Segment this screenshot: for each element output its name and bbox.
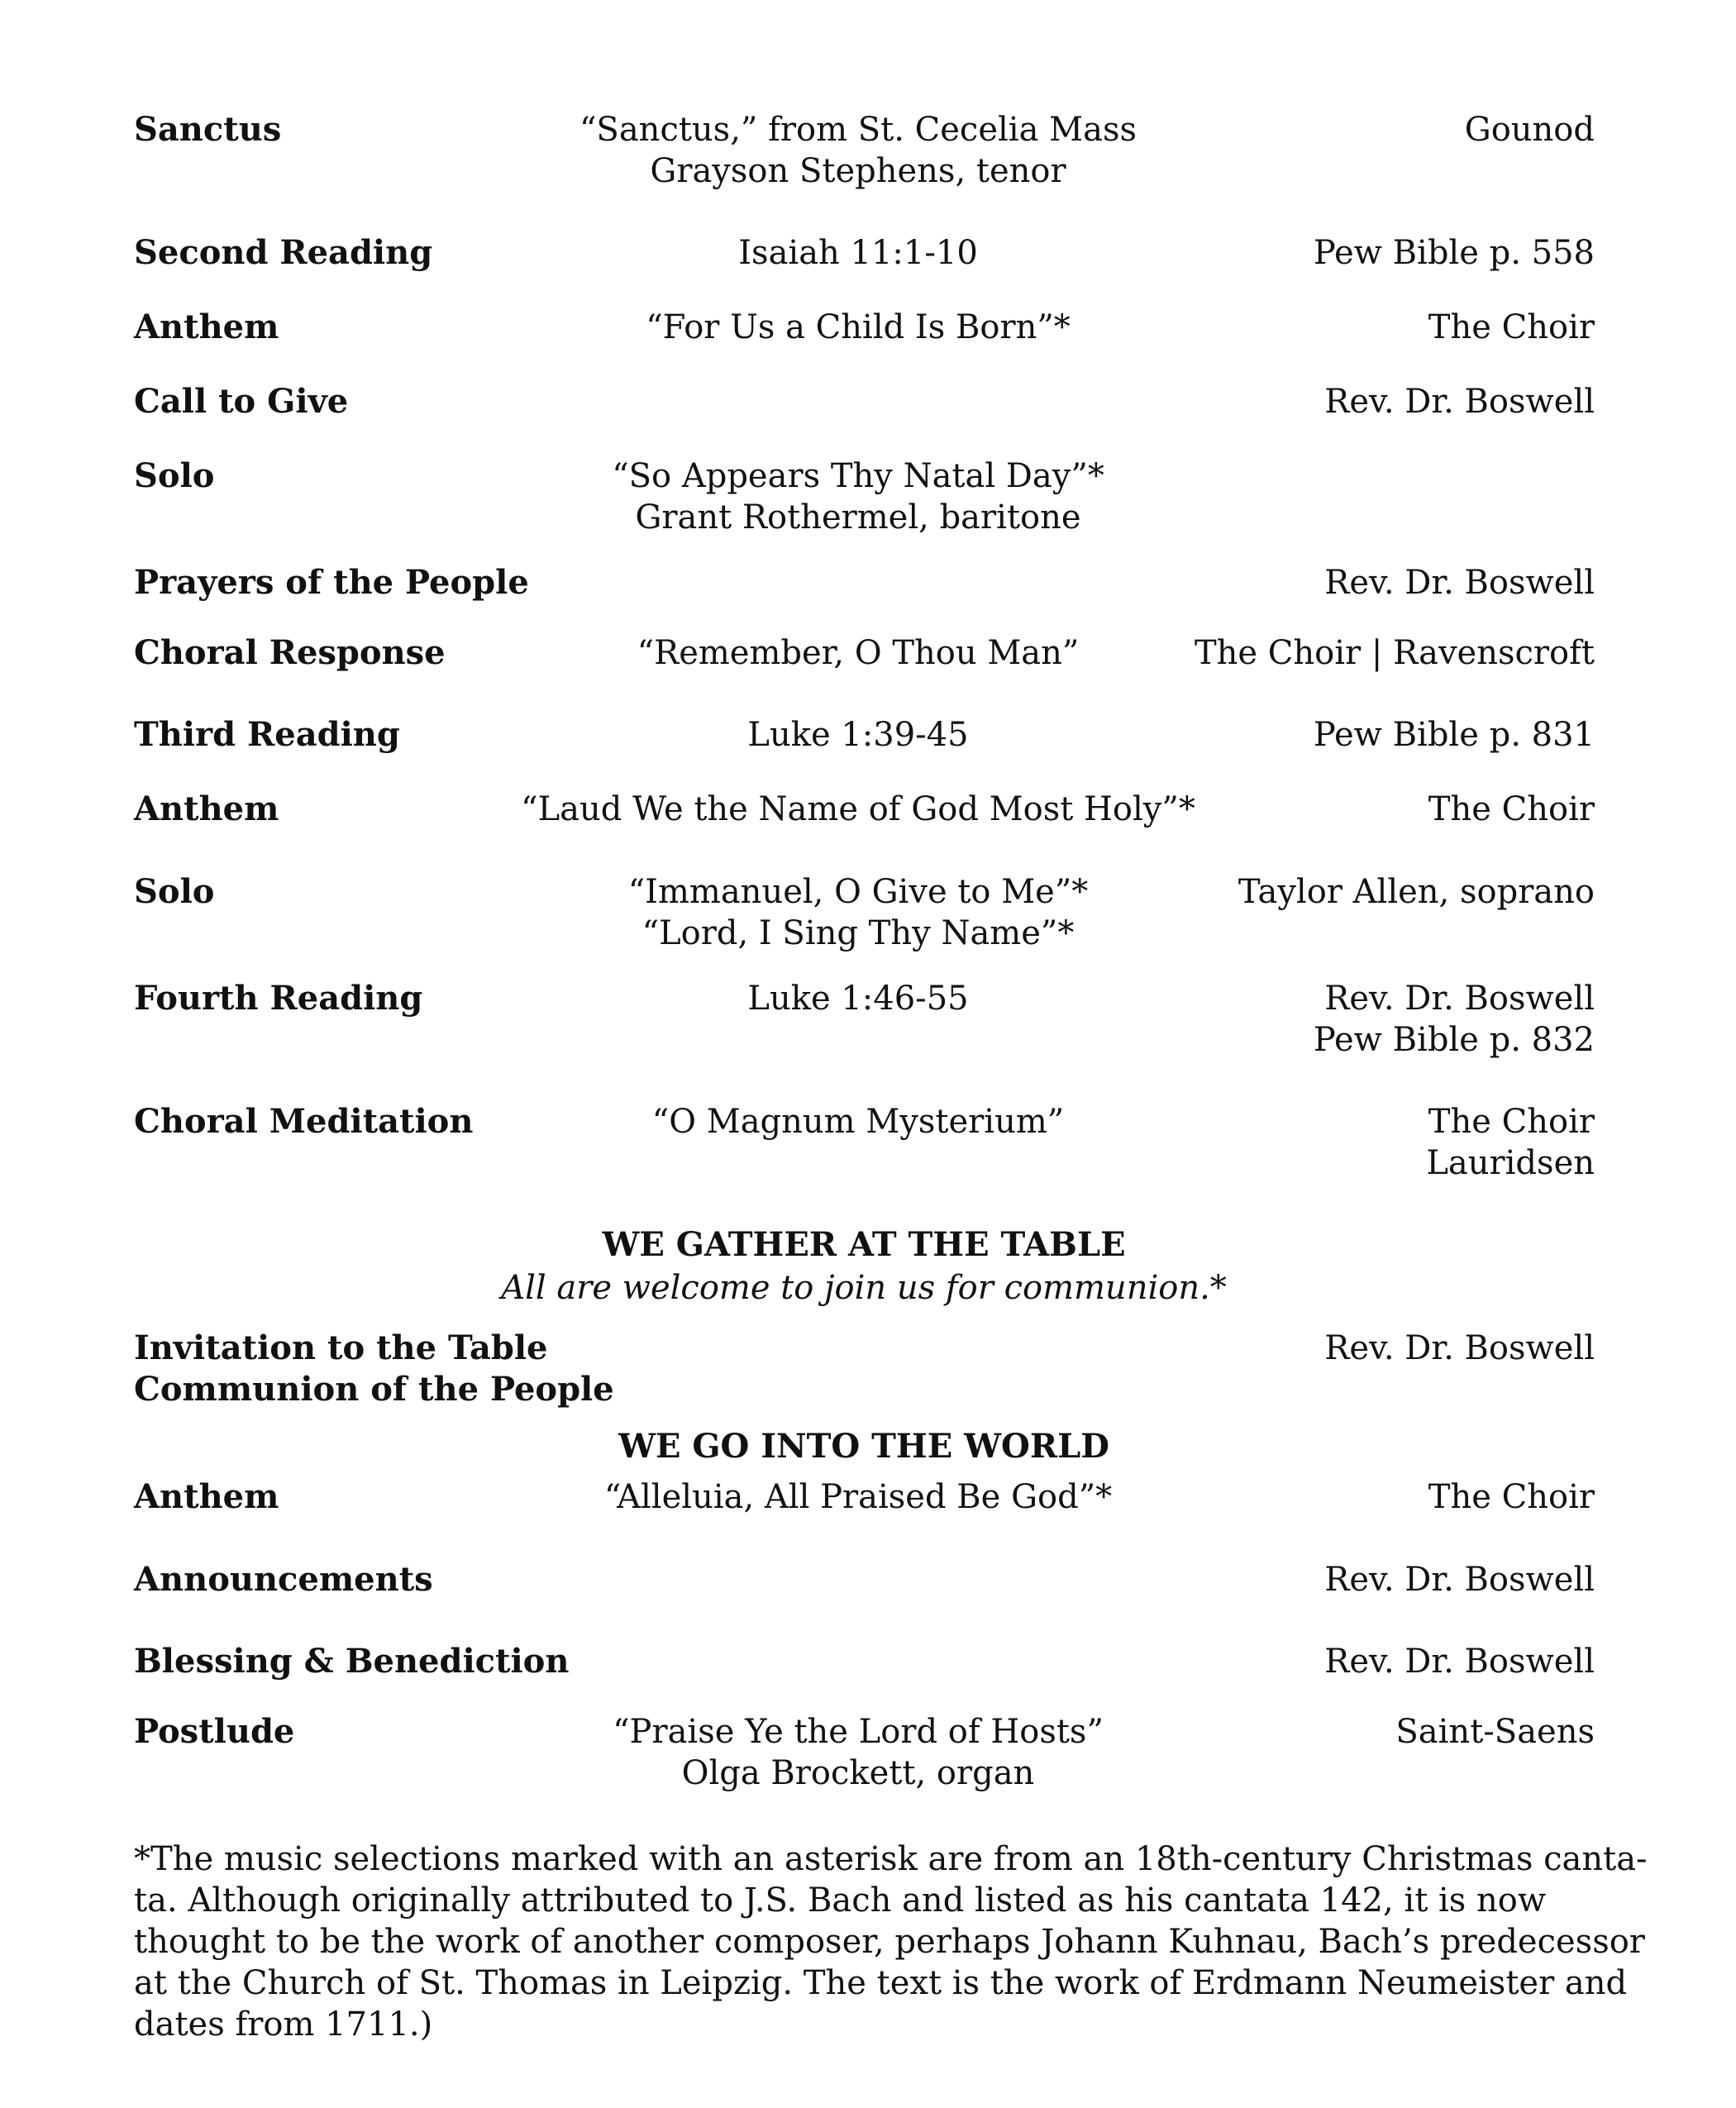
item-label: Fourth Reading xyxy=(134,979,423,1018)
item-credit-line: The Choir | Ravenscroft xyxy=(1194,634,1595,672)
item-credit xyxy=(1314,714,1595,756)
item-detail xyxy=(628,871,1089,954)
item-credit xyxy=(1238,871,1595,913)
item-credit-line: Pew Bible p. 558 xyxy=(1313,234,1595,272)
item-credit-line: Rev. Dr. Boswell xyxy=(1324,383,1595,421)
order-item-row xyxy=(0,871,1736,962)
item-detail xyxy=(747,714,968,756)
section-heading: WE GATHER AT THE TABLE xyxy=(602,1225,1126,1264)
item-credit xyxy=(1428,1476,1595,1518)
item-label: Anthem xyxy=(134,1477,279,1516)
footnote-line: *The music selections marked with an asterisk are from an 18th-century Christmas canta- xyxy=(134,1840,1648,1878)
order-item-row xyxy=(0,1559,1736,1650)
item-credit xyxy=(1324,1328,1595,1369)
item-credit xyxy=(1324,1641,1595,1682)
item-label: Communion of the People xyxy=(134,1370,614,1409)
item-credit-line: The Choir xyxy=(1428,1478,1595,1516)
item-detail-line: “Lord, I Sing Thy Name”* xyxy=(641,914,1075,952)
order-item-row xyxy=(0,632,1736,723)
item-label: Choral Response xyxy=(134,633,446,672)
item-credit xyxy=(1465,109,1595,150)
item-detail xyxy=(738,232,978,274)
section-heading: WE GO INTO THE WORLD xyxy=(618,1427,1109,1466)
footnote xyxy=(134,1839,1648,2045)
item-credit-line: Pew Bible p. 831 xyxy=(1313,716,1595,754)
item-detail-line: Olga Brockett, organ xyxy=(681,1754,1035,1792)
item-credit-line: Rev. Dr. Boswell xyxy=(1324,1561,1595,1599)
item-detail xyxy=(646,307,1071,348)
order-item-row xyxy=(0,789,1736,880)
item-credit-line: Saint-Saens xyxy=(1395,1713,1595,1751)
footnote-line: at the Church of St. Thomas in Leipzig. The text is the work of Erdmann Neumeister and xyxy=(134,1964,1628,2002)
item-credit-line: Lauridsen xyxy=(1426,1144,1595,1182)
item-credit xyxy=(1324,1559,1595,1600)
item-label: Call to Give xyxy=(134,382,349,421)
item-credit-line: Rev. Dr. Boswell xyxy=(1324,1643,1595,1681)
item-detail-line: “Praise Ye the Lord of Hosts” xyxy=(613,1713,1104,1751)
item-credit xyxy=(1314,232,1595,274)
item-label: Sanctus xyxy=(134,110,282,149)
item-credit-line: Rev. Dr. Boswell xyxy=(1324,564,1595,602)
item-detail xyxy=(604,1476,1112,1518)
item-detail xyxy=(613,1711,1104,1794)
item-detail xyxy=(637,632,1080,674)
item-label-group xyxy=(134,1328,614,1410)
item-detail-line: “Alleluia, All Praised Be God”* xyxy=(603,1478,1113,1516)
item-credit-line: Pew Bible p. 832 xyxy=(1313,1021,1595,1059)
item-detail-line: “Immanuel, O Give to Me”* xyxy=(627,873,1089,911)
item-detail-line: Luke 1:39-45 xyxy=(747,716,969,754)
item-credit-line: Rev. Dr. Boswell xyxy=(1324,1329,1595,1367)
item-credit xyxy=(1428,307,1595,348)
section-subheading: All are welcome to join us for communion.* xyxy=(501,1269,1227,1307)
item-credit-line: Rev. Dr. Boswell xyxy=(1324,980,1595,1018)
item-credit xyxy=(1195,632,1595,674)
footnote-line: dates from 1711.) xyxy=(134,2005,433,2044)
order-item-row xyxy=(0,1476,1736,1567)
item-label: Invitation to the Table xyxy=(134,1328,548,1367)
order-item-row xyxy=(0,978,1736,1069)
item-credit-line: Taylor Allen, soprano xyxy=(1238,873,1595,911)
item-label: Postlude xyxy=(134,1712,295,1751)
item-detail-line: Luke 1:46-55 xyxy=(747,980,969,1018)
item-label: Choral Meditation xyxy=(134,1102,474,1141)
item-detail-line: “Sanctus,” from St. Cecelia Mass xyxy=(579,111,1137,149)
item-detail-line: Grant Rothermel, baritone xyxy=(635,498,1081,537)
item-label: Second Reading xyxy=(134,233,433,272)
item-label: Announcements xyxy=(134,1560,433,1599)
table-section-row xyxy=(0,1328,1736,1419)
item-label: Prayers of the People xyxy=(134,563,529,602)
item-label: Anthem xyxy=(134,308,279,346)
order-item-row xyxy=(0,1711,1736,1802)
item-detail-line: “Remember, O Thou Man” xyxy=(637,634,1080,672)
footnote-line: ta. Although originally attributed to J.S. Bach and listed as his cantata 142, it is now xyxy=(134,1881,1547,1920)
item-detail xyxy=(652,1101,1064,1142)
item-detail xyxy=(612,455,1104,538)
item-credit xyxy=(1324,562,1595,603)
item-detail xyxy=(521,789,1195,830)
item-credit xyxy=(1428,789,1595,830)
item-label: Third Reading xyxy=(134,715,400,754)
item-credit-line: The Choir xyxy=(1428,1103,1595,1141)
item-detail-line: “O Magnum Mysterium” xyxy=(651,1103,1065,1141)
order-item-row xyxy=(0,455,1736,546)
item-credit-line: The Choir xyxy=(1428,790,1595,828)
item-credit-line: Gounod xyxy=(1464,111,1595,149)
item-detail xyxy=(747,978,968,1019)
item-credit xyxy=(1395,1711,1595,1753)
item-label: Blessing & Benediction xyxy=(134,1642,570,1681)
order-item-row xyxy=(0,109,1736,200)
item-detail xyxy=(579,109,1137,192)
item-credit-line: The Choir xyxy=(1428,308,1595,346)
item-detail-line: “For Us a Child Is Born”* xyxy=(646,308,1071,346)
item-credit xyxy=(1324,381,1595,422)
item-detail-line: Grayson Stephens, tenor xyxy=(650,152,1066,190)
order-item-row xyxy=(0,1101,1736,1192)
footnote-line: thought to be the work of another composer, perhaps Johann Kuhnau, Bach’s predecessor xyxy=(134,1923,1645,1961)
item-label: Anthem xyxy=(134,789,279,828)
item-credit xyxy=(1426,1101,1595,1184)
item-label: Solo xyxy=(134,456,215,495)
item-credit xyxy=(1314,978,1595,1061)
item-detail-line: “Laud We the Name of God Most Holy”* xyxy=(521,790,1195,828)
item-detail-line: “So Appears Thy Natal Day”* xyxy=(612,457,1104,495)
item-label: Solo xyxy=(134,872,215,911)
item-detail-line: Isaiah 11:1-10 xyxy=(738,234,978,272)
